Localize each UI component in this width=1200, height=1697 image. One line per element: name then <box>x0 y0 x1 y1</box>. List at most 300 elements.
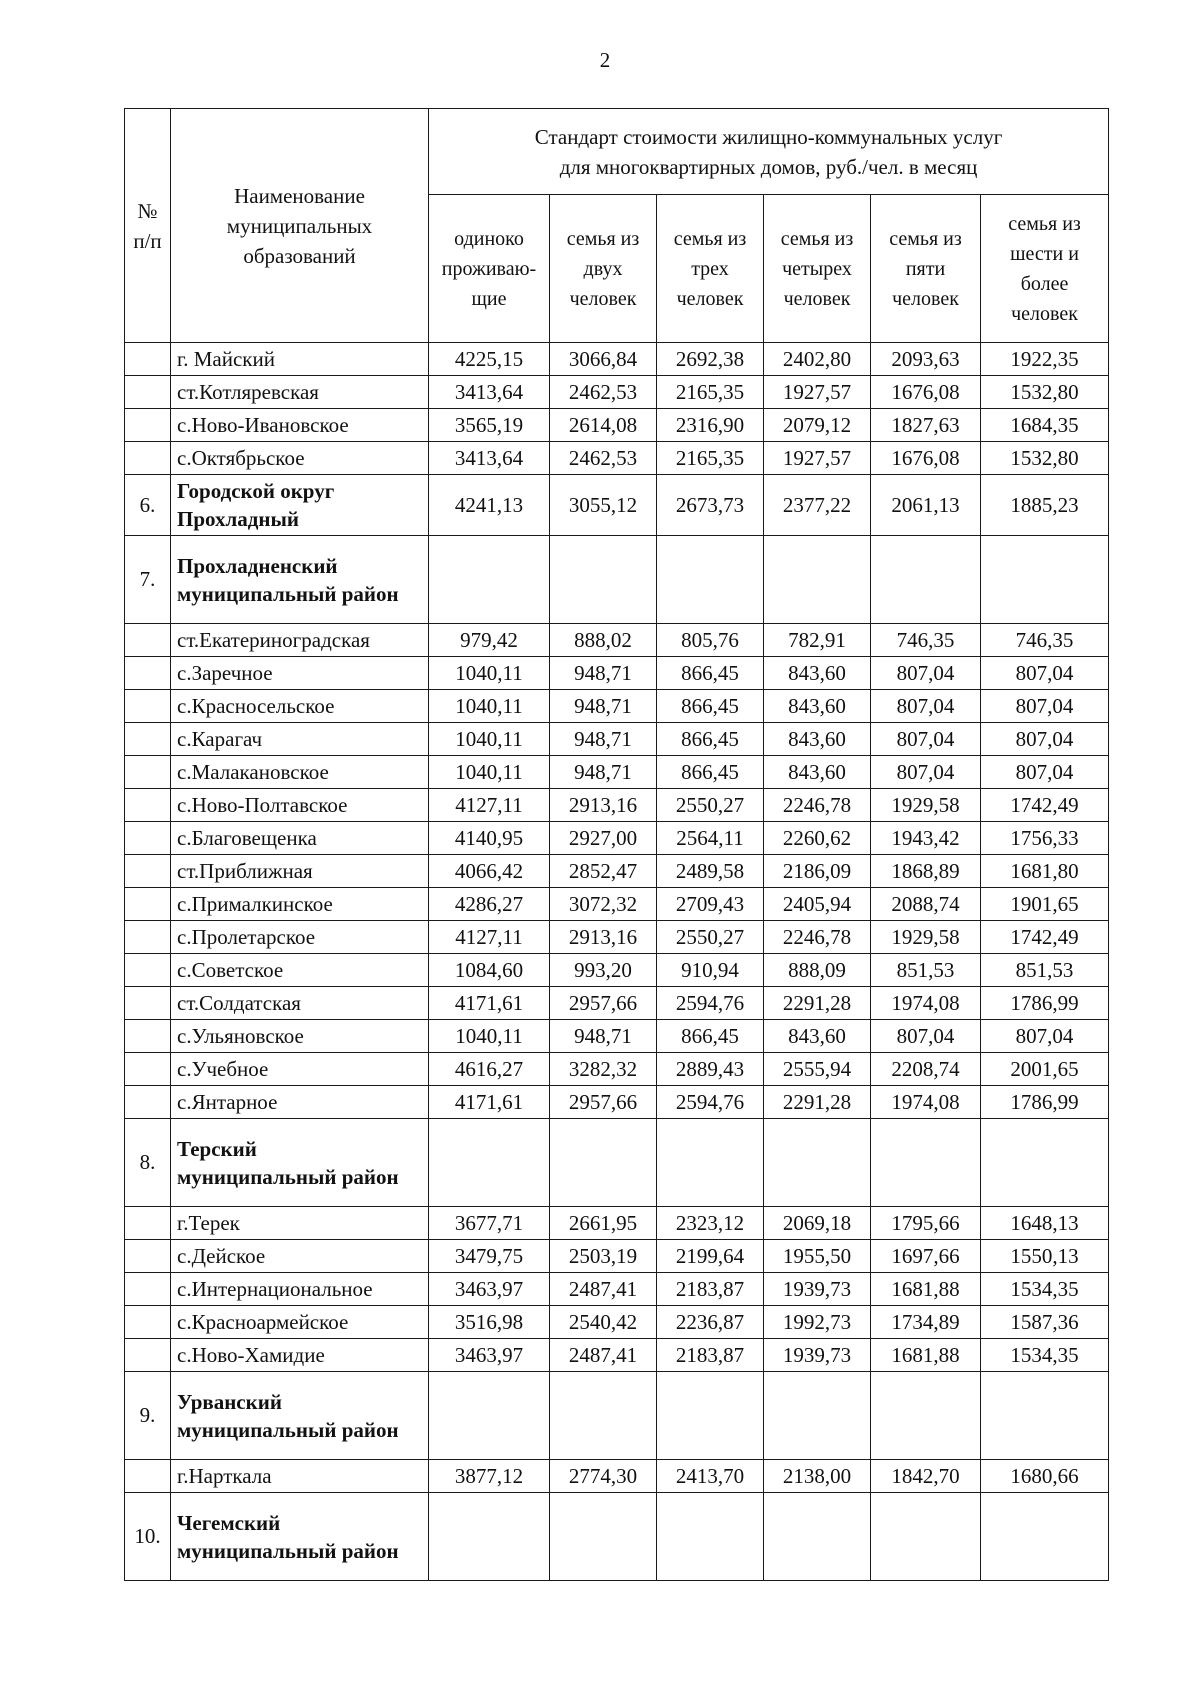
header-column-line: двух <box>583 257 623 280</box>
row-value: 843,60 <box>764 690 871 723</box>
row-value: 807,04 <box>981 756 1109 789</box>
row-value: 3516,98 <box>429 1306 550 1339</box>
row-value <box>764 1493 871 1581</box>
row-name: с.Красноармейское <box>171 1306 429 1339</box>
row-name-line: Терский <box>177 1136 257 1161</box>
row-value: 807,04 <box>871 756 981 789</box>
row-value: 948,71 <box>550 756 657 789</box>
row-value: 2709,43 <box>657 888 764 921</box>
row-value: 2673,73 <box>657 475 764 536</box>
row-value: 807,04 <box>981 657 1109 690</box>
row-number: 10. <box>125 1493 171 1581</box>
table-row <box>125 954 1109 987</box>
row-value: 2088,74 <box>871 888 981 921</box>
row-value: 1786,99 <box>981 1086 1109 1119</box>
table-row <box>125 1086 1109 1119</box>
row-value: 2614,08 <box>550 409 657 442</box>
row-value: 3413,64 <box>429 442 550 475</box>
header-column-line: семья из <box>1008 212 1081 235</box>
row-name: с.Ново-Ивановское <box>171 409 429 442</box>
row-value: 851,53 <box>981 954 1109 987</box>
row-value: 1040,11 <box>429 756 550 789</box>
row-value: 1992,73 <box>764 1306 871 1339</box>
row-name-line: муниципальный район <box>177 1417 399 1442</box>
row-value: 1943,42 <box>871 822 981 855</box>
row-value: 2236,87 <box>657 1306 764 1339</box>
row-value: 2183,87 <box>657 1273 764 1306</box>
housing-cost-table <box>124 108 1109 1581</box>
row-value: 2377,22 <box>764 475 871 536</box>
row-name: с.Октябрьское <box>171 442 429 475</box>
row-value: 1929,58 <box>871 789 981 822</box>
row-value: 2316,90 <box>657 409 764 442</box>
table-row <box>125 1053 1109 1086</box>
row-value: 2774,30 <box>550 1460 657 1493</box>
row-value: 1885,23 <box>981 475 1109 536</box>
row-name <box>171 1372 429 1460</box>
row-value: 3677,71 <box>429 1207 550 1240</box>
row-value: 2079,12 <box>764 409 871 442</box>
header-column-line: человек <box>676 287 744 310</box>
row-value: 1734,89 <box>871 1306 981 1339</box>
header-column-6 <box>981 195 1109 343</box>
header-column-line: семья из <box>673 227 747 250</box>
row-value: 2564,11 <box>657 822 764 855</box>
row-value: 948,71 <box>550 1020 657 1053</box>
header-column-5 <box>871 195 981 343</box>
row-value: 805,76 <box>657 624 764 657</box>
row-value: 993,20 <box>550 954 657 987</box>
row-value: 843,60 <box>764 657 871 690</box>
row-name <box>171 475 429 536</box>
row-value: 1648,13 <box>981 1207 1109 1240</box>
header-column-line: проживаю- <box>441 257 537 280</box>
row-value: 2503,19 <box>550 1240 657 1273</box>
row-value: 2550,27 <box>657 789 764 822</box>
header-column-2 <box>550 195 657 343</box>
row-value <box>429 1493 550 1581</box>
table-row <box>125 921 1109 954</box>
row-name: с.Советское <box>171 954 429 987</box>
row-value <box>429 1372 550 1460</box>
row-value: 1742,49 <box>981 789 1109 822</box>
table-row <box>125 1273 1109 1306</box>
header-column-line: человек <box>1011 302 1078 325</box>
row-name: с.Благовещенка <box>171 822 429 855</box>
row-value: 1901,65 <box>981 888 1109 921</box>
row-value: 746,35 <box>871 624 981 657</box>
row-value: 2291,28 <box>764 987 871 1020</box>
row-value: 2692,38 <box>657 343 764 376</box>
row-name: с.Ново-Полтавское <box>171 789 429 822</box>
table-row-district <box>125 1372 1109 1460</box>
row-value: 1550,13 <box>981 1240 1109 1273</box>
row-number <box>125 442 171 475</box>
header-column-line: семья из <box>780 227 854 250</box>
row-name: с.Малакановское <box>171 756 429 789</box>
row-number <box>125 822 171 855</box>
table-row <box>125 409 1109 442</box>
row-number <box>125 1460 171 1493</box>
row-value: 2913,16 <box>550 789 657 822</box>
row-number <box>125 1306 171 1339</box>
row-value: 2061,13 <box>871 475 981 536</box>
row-value: 4066,42 <box>429 855 550 888</box>
row-name-line: муниципальный район <box>177 1164 399 1189</box>
table-row-district <box>125 1493 1109 1581</box>
row-value: 1676,08 <box>871 376 981 409</box>
row-number <box>125 1086 171 1119</box>
row-value: 2165,35 <box>657 376 764 409</box>
header-column-line: шести и <box>1010 242 1079 265</box>
row-value: 3413,64 <box>429 376 550 409</box>
row-value: 2208,74 <box>871 1053 981 1086</box>
header-column-line: человек <box>892 287 959 310</box>
row-value: 1868,89 <box>871 855 981 888</box>
row-value: 910,94 <box>657 954 764 987</box>
header-column-4 <box>764 195 871 343</box>
table-row <box>125 1207 1109 1240</box>
row-value: 1922,35 <box>981 343 1109 376</box>
row-value <box>550 1119 657 1207</box>
row-value: 1681,88 <box>871 1339 981 1372</box>
row-name: ст.Екатериноградская <box>171 624 429 657</box>
row-name: с.Ново-Хамидие <box>171 1339 429 1372</box>
row-number <box>125 1273 171 1306</box>
row-value <box>657 1493 764 1581</box>
header-column-line: человек <box>783 287 851 310</box>
row-value: 2957,66 <box>550 1086 657 1119</box>
row-value: 1084,60 <box>429 954 550 987</box>
row-value: 1534,35 <box>981 1339 1109 1372</box>
table-row <box>125 657 1109 690</box>
header-column-1 <box>429 195 550 343</box>
row-value: 2594,76 <box>657 1086 764 1119</box>
row-value <box>657 1119 764 1207</box>
row-name: г. Майский <box>171 343 429 376</box>
row-value: 2594,76 <box>657 987 764 1020</box>
row-value: 843,60 <box>764 1020 871 1053</box>
table-row-district <box>125 536 1109 624</box>
table-row <box>125 756 1109 789</box>
row-value <box>871 1119 981 1207</box>
row-number <box>125 624 171 657</box>
row-value: 4171,61 <box>429 987 550 1020</box>
row-value <box>764 536 871 624</box>
row-value: 3463,97 <box>429 1339 550 1372</box>
row-value <box>764 1119 871 1207</box>
table-row <box>125 690 1109 723</box>
row-number <box>125 343 171 376</box>
row-value: 807,04 <box>981 690 1109 723</box>
row-number <box>125 756 171 789</box>
row-value: 2957,66 <box>550 987 657 1020</box>
row-value: 1842,70 <box>871 1460 981 1493</box>
table-row <box>125 1306 1109 1339</box>
row-value <box>981 1372 1109 1460</box>
header-column-line: человек <box>569 287 637 310</box>
row-value: 3282,32 <box>550 1053 657 1086</box>
row-value: 4286,27 <box>429 888 550 921</box>
row-name: ст.Приближная <box>171 855 429 888</box>
row-name-line: Чегемский <box>177 1510 281 1535</box>
row-value: 1939,73 <box>764 1273 871 1306</box>
row-name <box>171 1119 429 1207</box>
row-name: г.Нарткала <box>171 1460 429 1493</box>
row-value: 2291,28 <box>764 1086 871 1119</box>
row-value: 4171,61 <box>429 1086 550 1119</box>
row-value: 888,02 <box>550 624 657 657</box>
row-value: 1040,11 <box>429 723 550 756</box>
header-column-line: пяти <box>905 257 946 280</box>
row-name: с.Дейское <box>171 1240 429 1273</box>
row-value: 1756,33 <box>981 822 1109 855</box>
row-value: 4127,11 <box>429 921 550 954</box>
row-value: 866,45 <box>657 756 764 789</box>
row-value: 807,04 <box>981 1020 1109 1053</box>
table-row <box>125 1020 1109 1053</box>
row-value: 2405,94 <box>764 888 871 921</box>
row-value: 1955,50 <box>764 1240 871 1273</box>
row-value: 4140,95 <box>429 822 550 855</box>
row-value <box>981 536 1109 624</box>
row-value: 2927,00 <box>550 822 657 855</box>
row-number <box>125 409 171 442</box>
row-value: 866,45 <box>657 723 764 756</box>
table-row <box>125 1460 1109 1493</box>
row-value: 2462,53 <box>550 376 657 409</box>
row-number: 7. <box>125 536 171 624</box>
row-value: 1827,63 <box>871 409 981 442</box>
row-value: 3072,32 <box>550 888 657 921</box>
row-value: 2260,62 <box>764 822 871 855</box>
row-number <box>125 1020 171 1053</box>
row-value: 2402,80 <box>764 343 871 376</box>
row-value: 3066,84 <box>550 343 657 376</box>
header-num: № п/п <box>125 109 171 343</box>
table-row-district <box>125 475 1109 536</box>
row-name-line: муниципальный район <box>177 581 399 606</box>
row-value: 1742,49 <box>981 921 1109 954</box>
row-value: 1939,73 <box>764 1339 871 1372</box>
row-name <box>171 536 429 624</box>
header-column-line: одиноко <box>454 227 524 250</box>
row-number <box>125 1339 171 1372</box>
row-value: 2186,09 <box>764 855 871 888</box>
row-value <box>657 536 764 624</box>
row-value: 1929,58 <box>871 921 981 954</box>
row-value <box>871 1493 981 1581</box>
header-column-line: щие <box>471 287 507 310</box>
row-value: 2093,63 <box>871 343 981 376</box>
header-name: Наименование муниципальных образований <box>171 109 429 343</box>
row-value: 2069,18 <box>764 1207 871 1240</box>
row-value <box>550 536 657 624</box>
row-value: 4241,13 <box>429 475 550 536</box>
row-name-line: муниципальный район <box>177 1538 399 1563</box>
row-value: 1040,11 <box>429 1020 550 1053</box>
row-number <box>125 1053 171 1086</box>
row-name: с.Учебное <box>171 1053 429 1086</box>
row-value: 1974,08 <box>871 1086 981 1119</box>
row-number <box>125 888 171 921</box>
row-number <box>125 954 171 987</box>
table-row <box>125 624 1109 657</box>
row-value: 782,91 <box>764 624 871 657</box>
row-number: 6. <box>125 475 171 536</box>
header-group-line1: Стандарт стоимости жилищно-коммунальных услуг <box>534 124 1003 149</box>
row-number <box>125 921 171 954</box>
row-value: 948,71 <box>550 723 657 756</box>
row-value: 2462,53 <box>550 442 657 475</box>
table-row <box>125 442 1109 475</box>
row-value: 1532,80 <box>981 376 1109 409</box>
header-column-line: трех <box>691 257 729 280</box>
table-row-district <box>125 1119 1109 1207</box>
row-name: с.Заречное <box>171 657 429 690</box>
row-name-line: Городской округ <box>177 479 335 503</box>
row-name: г.Терек <box>171 1207 429 1240</box>
table-row <box>125 1240 1109 1273</box>
row-value: 2540,42 <box>550 1306 657 1339</box>
row-value <box>429 536 550 624</box>
row-value: 3463,97 <box>429 1273 550 1306</box>
table-row <box>125 376 1109 409</box>
table-row <box>125 888 1109 921</box>
row-value: 948,71 <box>550 657 657 690</box>
row-name: ст.Котляревская <box>171 376 429 409</box>
row-number <box>125 987 171 1020</box>
row-value: 2489,58 <box>657 855 764 888</box>
header-column-line: семья из <box>889 227 962 250</box>
row-value <box>550 1493 657 1581</box>
row-name: с.Интернациональное <box>171 1273 429 1306</box>
row-number <box>125 657 171 690</box>
row-value: 1927,57 <box>764 376 871 409</box>
row-value: 1681,80 <box>981 855 1109 888</box>
row-value: 866,45 <box>657 1020 764 1053</box>
table-row <box>125 343 1109 376</box>
row-number <box>125 723 171 756</box>
row-value: 2852,47 <box>550 855 657 888</box>
row-value: 2555,94 <box>764 1053 871 1086</box>
row-value: 888,09 <box>764 954 871 987</box>
row-value <box>981 1493 1109 1581</box>
row-number <box>125 1207 171 1240</box>
row-value: 2001,65 <box>981 1053 1109 1086</box>
row-value: 4616,27 <box>429 1053 550 1086</box>
row-number <box>125 690 171 723</box>
row-value: 866,45 <box>657 657 764 690</box>
row-value <box>550 1372 657 1460</box>
row-number <box>125 376 171 409</box>
row-value: 2487,41 <box>550 1339 657 1372</box>
row-value: 2138,00 <box>764 1460 871 1493</box>
row-value: 843,60 <box>764 756 871 789</box>
row-name: с.Красносельское <box>171 690 429 723</box>
row-value: 4127,11 <box>429 789 550 822</box>
row-number <box>125 789 171 822</box>
row-value: 3877,12 <box>429 1460 550 1493</box>
table-body <box>125 343 1109 1581</box>
row-name: с.Прималкинское <box>171 888 429 921</box>
header-column-line: семья из <box>566 227 640 250</box>
row-value: 1974,08 <box>871 987 981 1020</box>
row-value: 3055,12 <box>550 475 657 536</box>
table-row <box>125 822 1109 855</box>
row-value <box>981 1119 1109 1207</box>
row-name: ст.Солдатская <box>171 987 429 1020</box>
row-value: 851,53 <box>871 954 981 987</box>
row-value <box>764 1372 871 1460</box>
row-value: 807,04 <box>981 723 1109 756</box>
row-name <box>171 1493 429 1581</box>
header-column-line: более <box>1020 272 1069 295</box>
row-value: 2661,95 <box>550 1207 657 1240</box>
header-group-line2: для многоквартирных домов, руб./чел. в месяц <box>559 154 978 179</box>
row-value: 1697,66 <box>871 1240 981 1273</box>
row-value: 746,35 <box>981 624 1109 657</box>
row-value: 1927,57 <box>764 442 871 475</box>
row-value: 2183,87 <box>657 1339 764 1372</box>
row-number: 8. <box>125 1119 171 1207</box>
row-name-line: Урванский <box>177 1389 282 1414</box>
header-column-3 <box>657 195 764 343</box>
row-name: с.Янтарное <box>171 1086 429 1119</box>
row-value: 807,04 <box>871 723 981 756</box>
table-row <box>125 987 1109 1020</box>
row-value: 2550,27 <box>657 921 764 954</box>
row-value: 1040,11 <box>429 690 550 723</box>
row-value: 2913,16 <box>550 921 657 954</box>
table-row <box>125 789 1109 822</box>
table-row <box>125 855 1109 888</box>
row-value: 979,42 <box>429 624 550 657</box>
row-value: 2487,41 <box>550 1273 657 1306</box>
row-value: 1532,80 <box>981 442 1109 475</box>
row-value: 1676,08 <box>871 442 981 475</box>
row-value: 843,60 <box>764 723 871 756</box>
header-column-line: четырех <box>782 257 852 280</box>
row-name-line: Прохладненский <box>177 553 338 578</box>
row-name: с.Карагач <box>171 723 429 756</box>
row-value: 807,04 <box>871 657 981 690</box>
row-value: 1795,66 <box>871 1207 981 1240</box>
row-value: 1681,88 <box>871 1273 981 1306</box>
row-value: 807,04 <box>871 690 981 723</box>
row-value: 1534,35 <box>981 1273 1109 1306</box>
row-value: 1680,66 <box>981 1460 1109 1493</box>
row-value <box>871 1372 981 1460</box>
row-value: 1786,99 <box>981 987 1109 1020</box>
row-value: 2246,78 <box>764 789 871 822</box>
row-value: 2165,35 <box>657 442 764 475</box>
header-group <box>429 109 1109 195</box>
row-value: 807,04 <box>871 1020 981 1053</box>
row-value <box>429 1119 550 1207</box>
row-value: 866,45 <box>657 690 764 723</box>
row-value: 2413,70 <box>657 1460 764 1493</box>
row-number <box>125 1240 171 1273</box>
row-name: с.Пролетарское <box>171 921 429 954</box>
row-value <box>657 1372 764 1460</box>
row-value: 3565,19 <box>429 409 550 442</box>
page-number: 2 <box>599 48 611 72</box>
row-value: 2246,78 <box>764 921 871 954</box>
table-row <box>125 1339 1109 1372</box>
row-value: 1040,11 <box>429 657 550 690</box>
row-value: 1684,35 <box>981 409 1109 442</box>
